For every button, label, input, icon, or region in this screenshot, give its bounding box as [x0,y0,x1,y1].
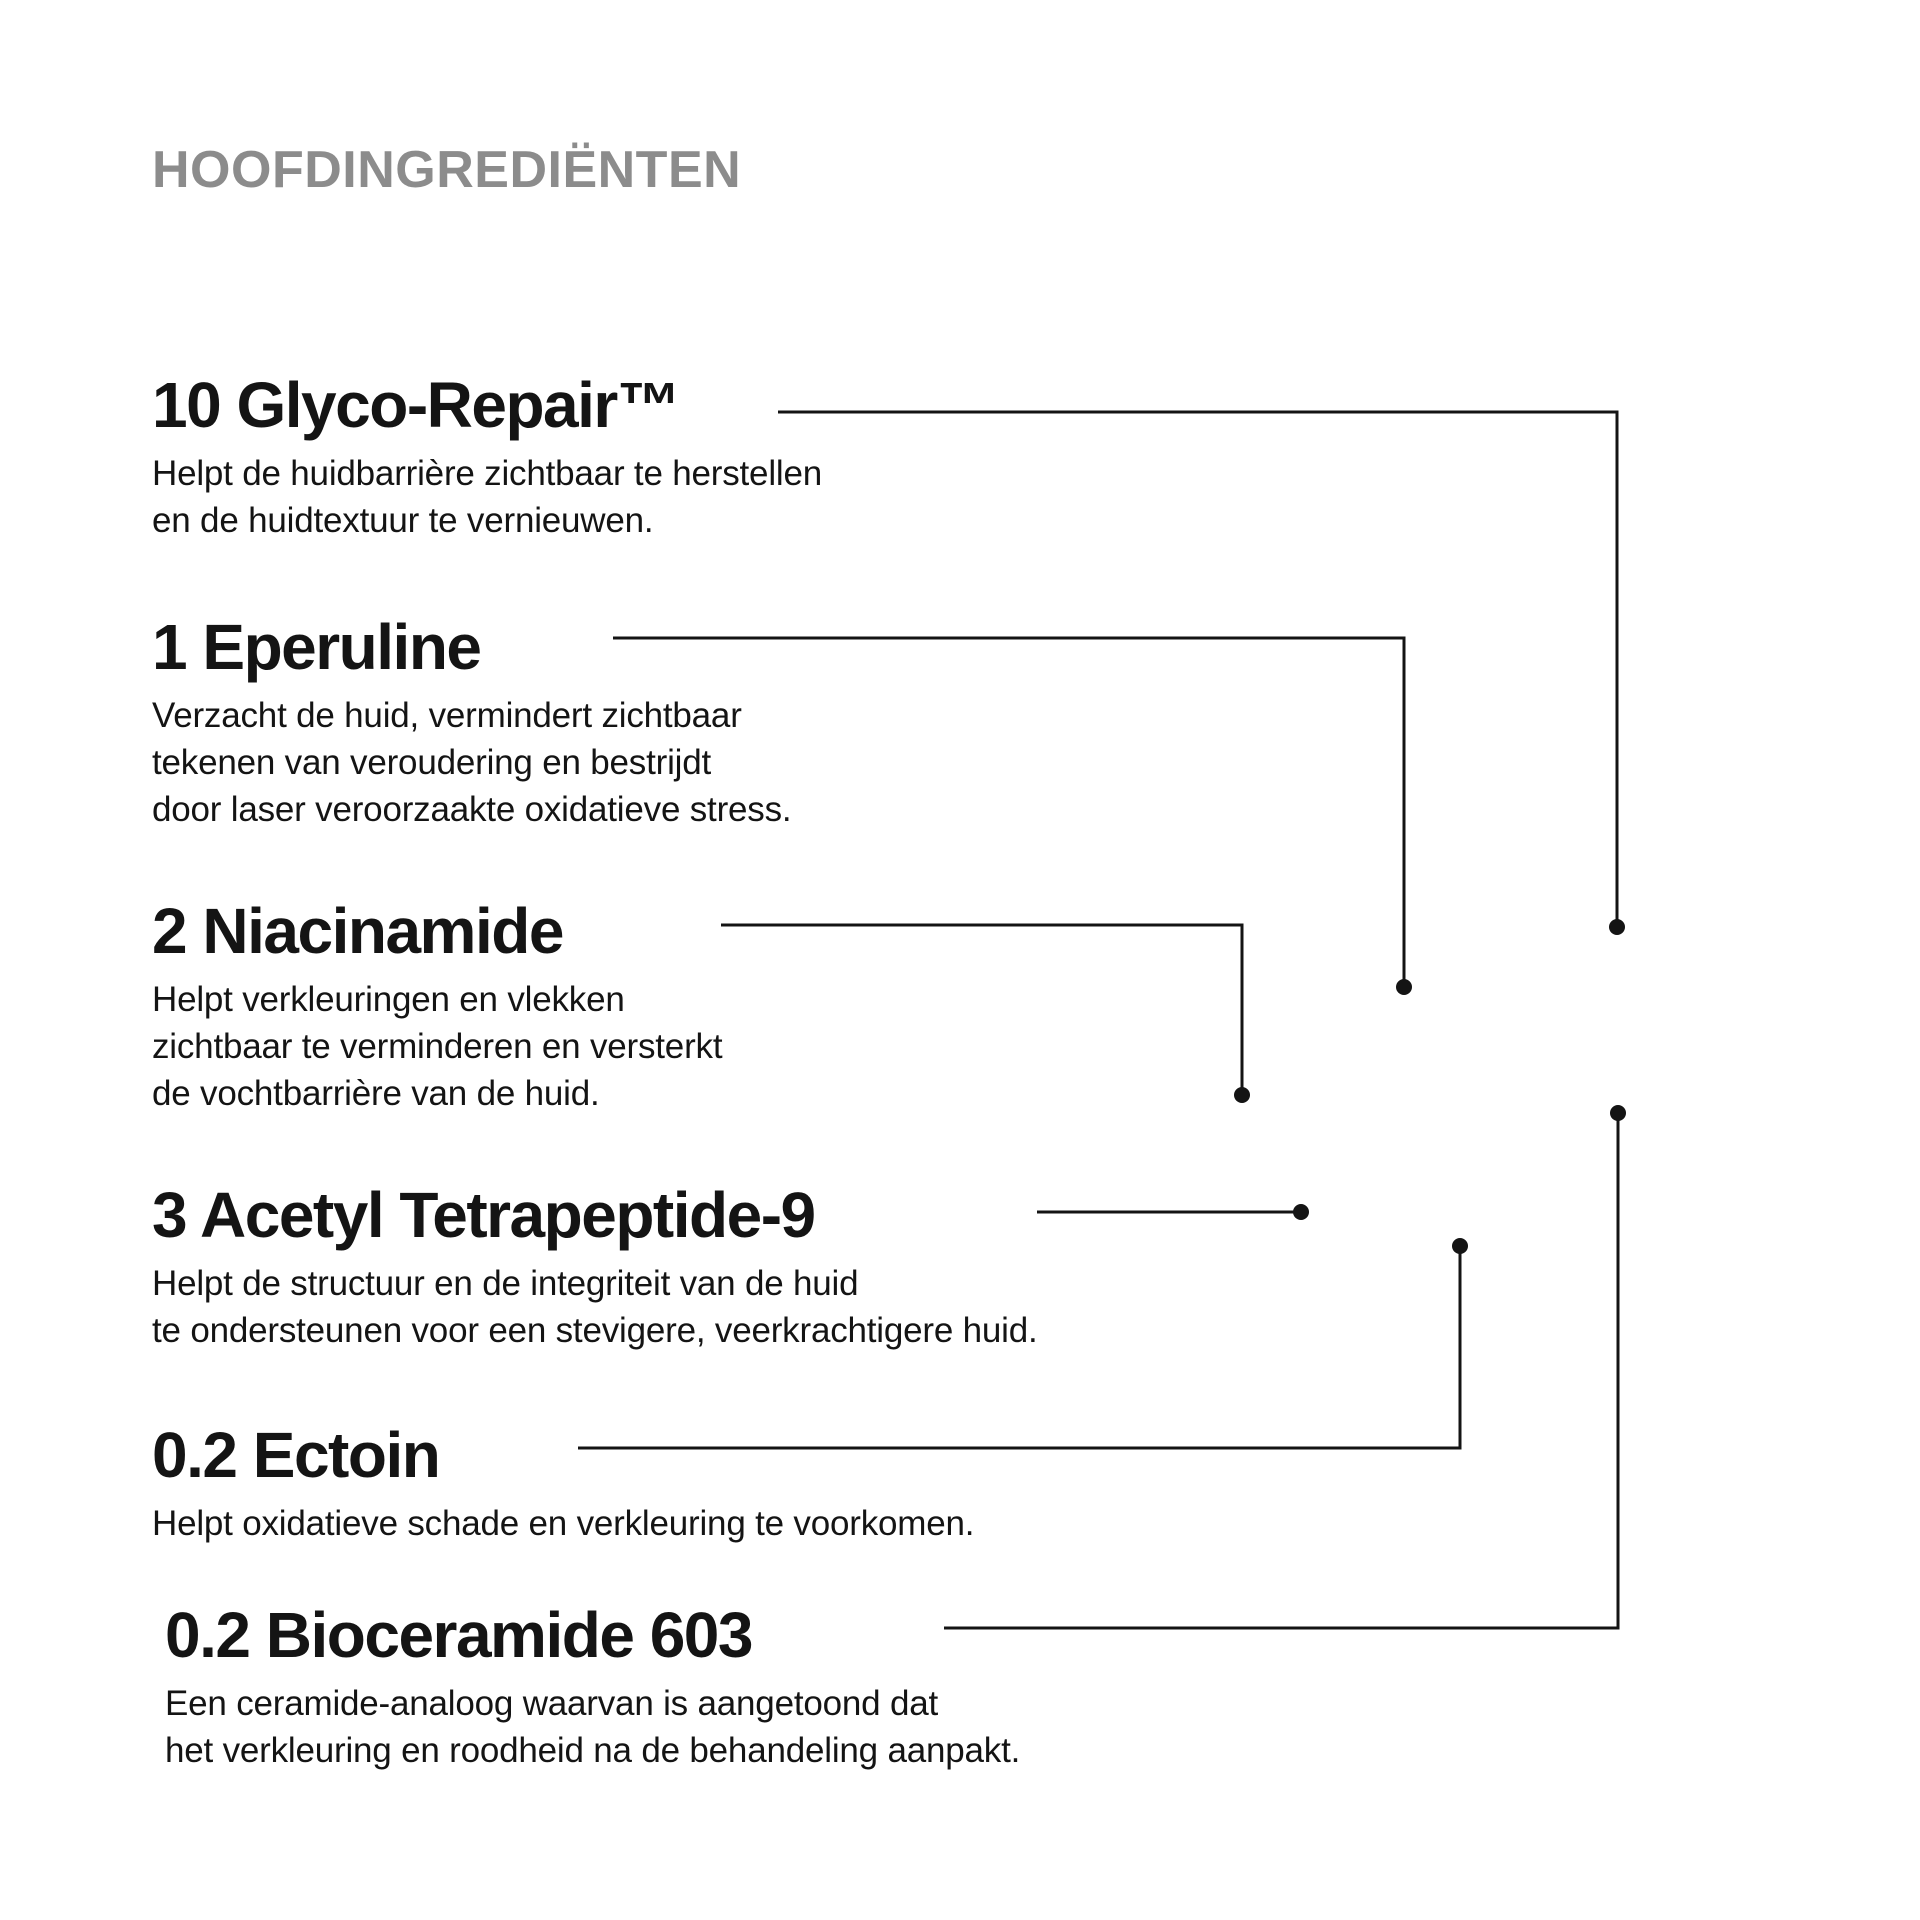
ingredient-section-eperuline [152,612,1252,833]
page-title: HOOFDINGREDIËNTEN [152,141,742,199]
ingredient-heading-eperuline: 1 Eperuline [152,611,481,683]
connector-dot-eperuline [1396,979,1412,995]
ingredient-description-line: Verzacht de huid, vermindert zichtbaar [152,696,742,735]
ingredient-description-line: Helpt verkleuringen en vlekken [152,980,625,1019]
ingredient-section-niacinamide [152,896,1252,1117]
ingredient-description-line: door laser veroorzaakte oxidatieve stress. [152,790,792,829]
ingredient-description-line: Helpt oxidatieve schade en verkleuring te voorkomen. [152,1504,975,1543]
ingredient-description-line: en de huidtextuur te vernieuwen. [152,501,654,540]
ingredient-section-bioceramide-603 [165,1600,1265,1774]
ingredient-description-line: de vochtbarrière van de huid. [152,1074,600,1113]
ingredient-heading-glyco-repair: 10 Glyco-Repair™ [152,369,680,441]
connector-dot-bioceramide-603 [1610,1105,1626,1121]
ingredient-section-ectoin [152,1420,1252,1547]
connector-dot-acetyl-tetrapeptide-9 [1293,1204,1309,1220]
connector-dot-glyco-repair [1609,919,1625,935]
ingredient-heading-bioceramide-603: 0.2 Bioceramide 603 [165,1599,752,1671]
ingredient-description-line: het verkleuring en roodheid na de behandeling aanpakt. [165,1731,1021,1770]
ingredient-description-line: tekenen van veroudering en bestrijdt [152,743,712,782]
ingredient-description-line: zichtbaar te verminderen en versterkt [152,1027,723,1066]
ingredient-heading-acetyl-tetrapeptide-9: 3 Acetyl Tetrapeptide-9 [152,1179,815,1251]
ingredient-description-line: Helpt de structuur en de integriteit van de huid [152,1264,859,1303]
ingredient-description-line: Een ceramide-analoog waarvan is aangetoond dat [165,1684,939,1723]
connector-dot-ectoin [1452,1238,1468,1254]
ingredient-description-line: Helpt de huidbarrière zichtbaar te herstellen [152,454,822,493]
ingredient-heading-niacinamide: 2 Niacinamide [152,895,563,967]
ingredient-description-line: te ondersteunen voor een stevigere, veerkrachtigere huid. [152,1311,1038,1350]
ingredient-heading-ectoin: 0.2 Ectoin [152,1419,440,1491]
ingredient-section-acetyl-tetrapeptide-9 [152,1180,1252,1354]
ingredient-section-glyco-repair [152,370,1252,544]
